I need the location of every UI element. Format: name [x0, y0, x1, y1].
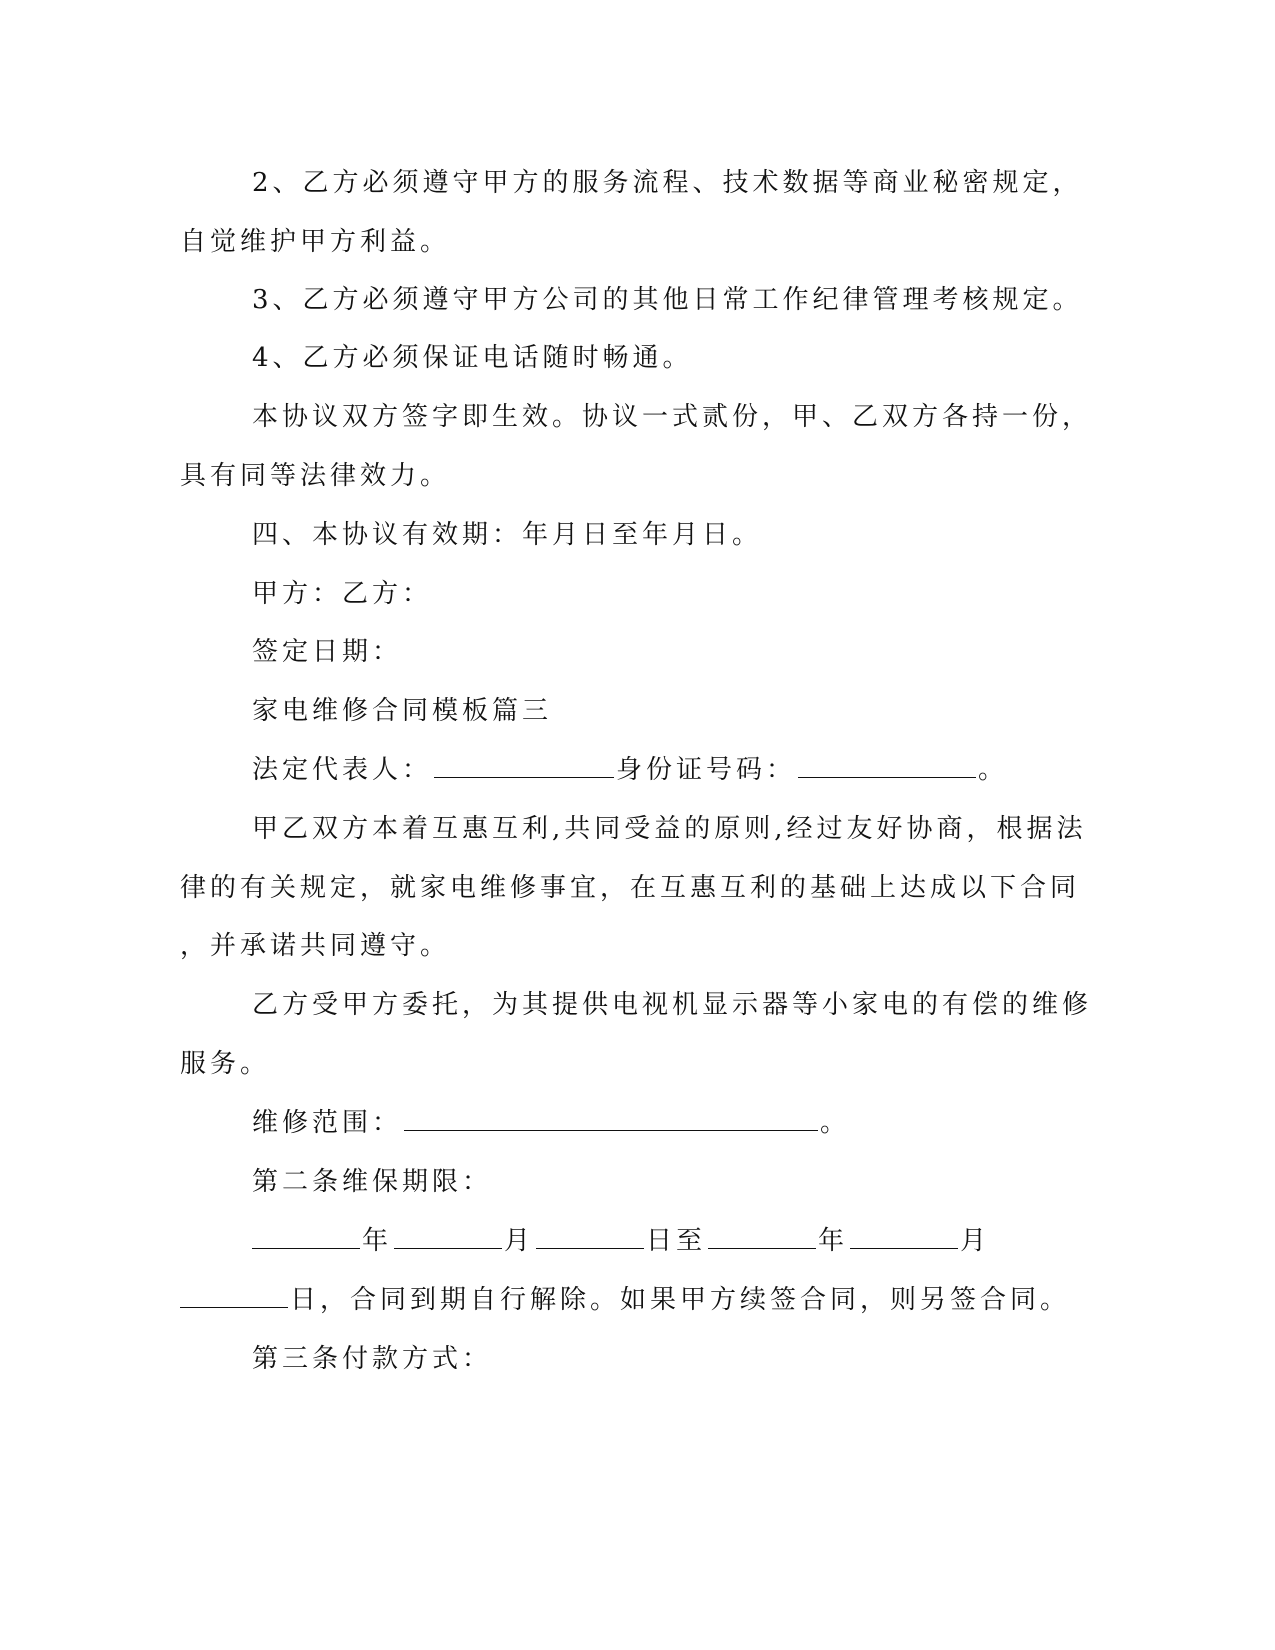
- paragraph-service-line1: 乙方受甲方委托，为其提供电视机显示器等小家电的有偿的维修: [252, 990, 1093, 1020]
- start-year-blank: [252, 1224, 360, 1249]
- paragraph-term-line1: [250, 1224, 990, 1258]
- paragraph-clause-2-line1: 2、乙方必须遵守甲方的服务流程、技术数据等商业秘密规定，: [252, 168, 1083, 198]
- end-day-blank: [180, 1283, 288, 1308]
- repair-scope-label: 维修范围：: [252, 1108, 403, 1138]
- article-3-heading: 第三条付款方式：: [252, 1344, 493, 1374]
- paragraph-service-line2: 服务。: [180, 1049, 271, 1079]
- legal-rep-blank: [434, 753, 614, 778]
- year-label: 年: [818, 1226, 849, 1256]
- paragraph-clause-3: 3、乙方必须遵守甲方公司的其他日常工作纪律管理考核规定。: [252, 285, 1083, 315]
- month-label: 月: [504, 1226, 535, 1256]
- paragraph-parties: 甲方：乙方：: [252, 579, 433, 609]
- paragraph-sign-date: 签定日期：: [252, 637, 403, 667]
- end-year-blank: [708, 1224, 816, 1249]
- paragraph-principle-line2: 律的有关规定，就家电维修事宜，在互惠互利的基础上达成以下合同: [180, 873, 1081, 903]
- day-to-label: 日至: [646, 1226, 707, 1256]
- paragraph-legal-representative: [252, 753, 1008, 787]
- paragraph-effect-line1: 本协议双方签字即生效。协议一式贰份，甲、乙双方各持一份，: [252, 402, 1093, 432]
- paragraph-clause-4: 4、乙方必须保证电话随时畅通。: [252, 343, 693, 373]
- paragraph-repair-scope: [252, 1106, 850, 1140]
- paragraph-principle-line3: ，并承诺共同遵守。: [180, 931, 451, 961]
- paragraph-term-line2: [178, 1283, 1070, 1317]
- start-month-blank: [394, 1224, 502, 1249]
- paragraph-principle-line1: 甲乙双方本着互惠互利,共同受益的原则,经过友好协商，根据法: [252, 814, 1087, 844]
- paragraph-effect-line2: 具有同等法律效力。: [180, 461, 451, 491]
- paragraph-validity: 四、本协议有效期：年月日至年月日。: [252, 520, 763, 550]
- repair-scope-blank: [404, 1106, 818, 1131]
- legal-rep-label: 法定代表人：: [252, 755, 433, 785]
- year-label: 年: [362, 1226, 393, 1256]
- start-day-blank: [536, 1224, 644, 1249]
- month-label: 月: [960, 1226, 991, 1256]
- end-month-blank: [850, 1224, 958, 1249]
- id-number-blank: [798, 753, 976, 778]
- period-mark: 。: [978, 755, 1009, 785]
- article-2-heading: 第二条维保期限：: [252, 1167, 493, 1197]
- term-rest-text: 日，合同到期自行解除。如果甲方续签合同，则另签合同。: [290, 1285, 1071, 1315]
- id-number-label: 身份证号码：: [616, 755, 797, 785]
- paragraph-clause-2-line2: 自觉维护甲方利益。: [180, 227, 451, 257]
- section-heading: 家电维修合同模板篇三: [252, 696, 553, 726]
- period-mark: 。: [820, 1108, 851, 1138]
